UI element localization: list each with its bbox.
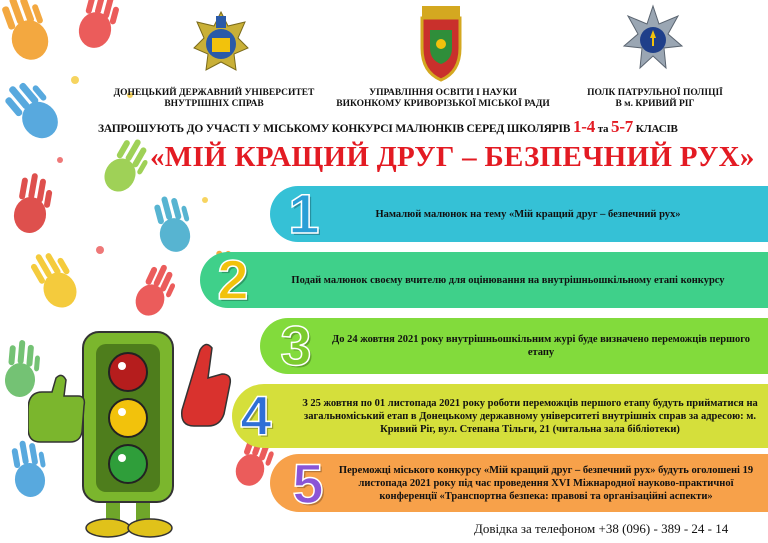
org-name-patrol-police: ПОЛК ПАТРУЛЬНОЇ ПОЛІЦІЇ В м. КРИВИЙ РІГ bbox=[587, 88, 723, 109]
hand-print-icon bbox=[75, 0, 123, 52]
step-text: З 25 жовтня по 01 листопада 2021 року роботи переможців першого етапу будуть прийматися на загальноміський етап в Донецькому державному університеті внутрішніх справ за адресою: м. Кривий Ріг, вул. Степана Тільги, 21 (читальна зала бібліотеки) bbox=[302, 397, 758, 435]
step-band-4 bbox=[232, 384, 768, 448]
step-number-5: 5 bbox=[292, 452, 324, 515]
hand-print-icon bbox=[0, 73, 68, 145]
hand-print-icon bbox=[131, 260, 182, 322]
hand-print-icon bbox=[150, 192, 197, 256]
grade-range-1: 1-4 bbox=[572, 117, 595, 136]
grade-range-2: 5-7 bbox=[611, 117, 634, 136]
step-number-4: 4 bbox=[240, 384, 272, 447]
red-light-icon bbox=[109, 353, 147, 391]
step-text: До 24 жовтня 2021 року внутрішньошкільним журі буде визначено переможців першого етапу bbox=[332, 334, 750, 358]
step-band-5 bbox=[270, 452, 768, 515]
step-text: Намалюй малюнок на тему «Мій кращий друг – безпечний рух» bbox=[375, 208, 681, 220]
university-emblem bbox=[190, 8, 252, 82]
step-number-1: 1 bbox=[288, 182, 320, 245]
step-number-2: 2 bbox=[217, 248, 249, 311]
invite-suffix: КЛАСІВ bbox=[635, 123, 678, 135]
step-band-3 bbox=[260, 314, 768, 377]
step-text: Подай малюнок своєму вчителю для оцінювання на внутрішньошкільному етапі конкурсу bbox=[291, 274, 725, 286]
hand-print-icon bbox=[25, 245, 84, 314]
city-coat-of-arms bbox=[414, 4, 468, 84]
step-band-1 bbox=[270, 182, 768, 245]
invite-line bbox=[98, 117, 766, 137]
thumbs-up-hand-icon bbox=[28, 375, 84, 442]
hand-print-icon bbox=[11, 171, 55, 236]
green-light-icon bbox=[109, 445, 147, 483]
contest-title: «МІЙ КРАЩИЙ ДРУГ – БЕЗПЕЧНИЙ РУХ» bbox=[150, 141, 755, 173]
step-band-2 bbox=[200, 248, 768, 311]
step-number-3: 3 bbox=[280, 314, 312, 377]
org-name-university: ДОНЕЦЬКИЙ ДЕРЖАВНИЙ УНІВЕРСИТЕТ ВНУТРІШНІХ СПРАВ bbox=[113, 88, 315, 109]
org-name-education-department: УПРАВЛІННЯ ОСВІТИ І НАУКИ ВИКОНКОМУ КРИВОРІЗЬКОЇ МІСЬКОЇ РАДИ bbox=[336, 88, 550, 109]
invite-conj: та bbox=[597, 123, 609, 135]
hand-print-icon bbox=[99, 133, 156, 199]
invite-text: ЗАПРОШУЮТЬ ДО УЧАСТІ У МІСЬКОМУ КОНКУРСІ МАЛЮНКІВ СЕРЕД ШКОЛЯРІВ bbox=[98, 123, 571, 135]
step-text: Переможці міського конкурсу «Мій кращий друг – безпечний рух» будуть оголошені 19 листопада 2021 року під час проведення XVI Міжнародної науково-практичної конференції «Транспортна безпека: правові та організаційні аспекти» bbox=[338, 464, 754, 502]
yellow-light-icon bbox=[109, 399, 147, 437]
police-star-emblem bbox=[622, 4, 684, 78]
pointing-hand-icon bbox=[182, 344, 231, 426]
hand-print-icon bbox=[0, 0, 55, 65]
traffic-light-mascot bbox=[28, 330, 238, 540]
contact-phone: Довідка за телефоном +38 (096) - 389 - 24 - 14 bbox=[474, 521, 729, 536]
